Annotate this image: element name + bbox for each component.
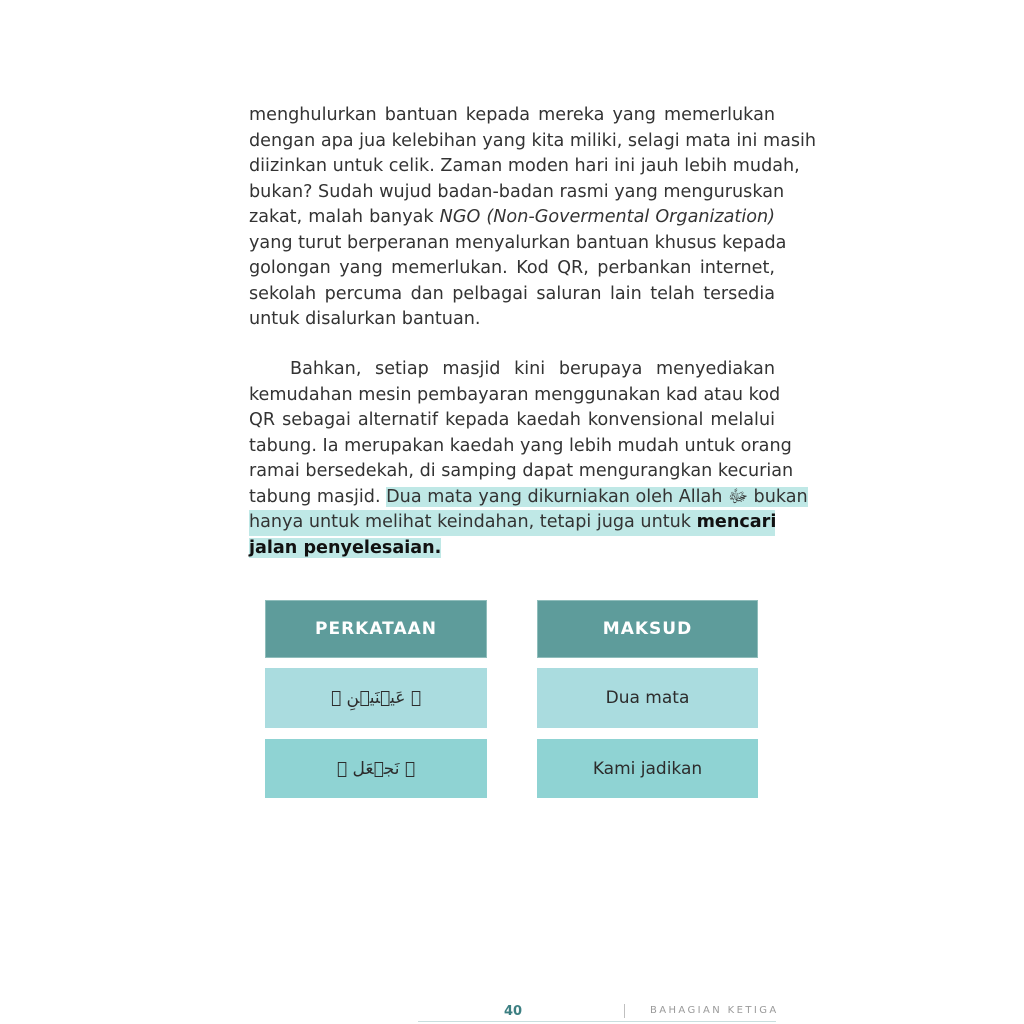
paragraph-text: tabung masjid. [249,486,387,507]
meaning-cell: Dua mata [537,668,758,728]
header-perkataan: PERKATAAN [265,600,487,658]
paragraph-line: yang turut berperanan menyalurkan bantuan khusus kepada [249,232,787,253]
paragraph-line-highlight [249,510,775,536]
paragraph-line: Bahkan, setiap masjid kini berupaya menyediakan [290,359,775,379]
highlighted-text: hanya untuk melihat keindahan, tetapi juga untuk [249,512,697,532]
paragraph-line: untuk disalurkan bantuan. [249,309,481,329]
highlighted-text: Dua mata yang dikurniakan oleh Allah ﷻ bukan [386,486,808,507]
arabic-word-cell: ﴿ عَيۡنَيۡنِ ﴾ [265,668,487,728]
paragraph-line: ramai bersedekah, di samping dapat mengurangkan kecurian [249,461,794,481]
paragraph-line: bukan? Sudah wujud badan-badan rasmi yang menguruskan [249,181,785,202]
page-number: 40 [503,1004,523,1019]
footer-rule [418,1021,776,1022]
highlighted-period: . [434,537,442,558]
section-title: BAHAGIAN KETIGA [650,1005,779,1016]
paragraph-line: sekolah percuma dan pelbagai saluran lain telah tersedia [249,283,775,304]
ngo-italic-text: NGO (Non-Govermental Organization) [439,207,775,227]
paragraph-line: golongan yang memerlukan. Kod QR, perbankan internet, [249,258,775,278]
arabic-word-cell: ﴿ نَجۡعَل ﴾ [265,739,487,798]
header-maksud: MAKSUD [537,600,758,658]
paragraph-1 [249,103,817,333]
paragraph-line: diizinkan untuk celik. Zaman moden hari ini jauh lebih mudah, [249,156,800,176]
paragraph-line-highlight-start [249,485,808,511]
meaning-cell: Kami jadikan [537,739,758,798]
footer-divider [624,1004,625,1018]
paragraph-line: dengan apa jua kelebihan yang kita miliki, selagi mata ini masih [249,130,817,151]
paragraph-line-highlight-end [249,536,775,562]
paragraph-line: QR sebagai alternatif kepada kaedah konvensional melalui [249,410,775,430]
paragraph-line: tabung. Ia merupakan kaedah yang lebih mudah untuk orang [249,435,792,456]
paragraph-text: zakat, malah banyak [249,207,440,227]
paragraph-2 [249,357,808,561]
paragraph-line: menghulurkan bantuan kepada mereka yang memerlukan [249,105,775,125]
bold-highlighted-text: jalan penyelesaian [249,537,435,558]
paragraph-line: kemudahan mesin pembayaran menggunakan kad atau kod [249,384,781,405]
paragraph-line-ngo [249,205,775,231]
bold-highlighted-text: mencari [696,512,777,532]
